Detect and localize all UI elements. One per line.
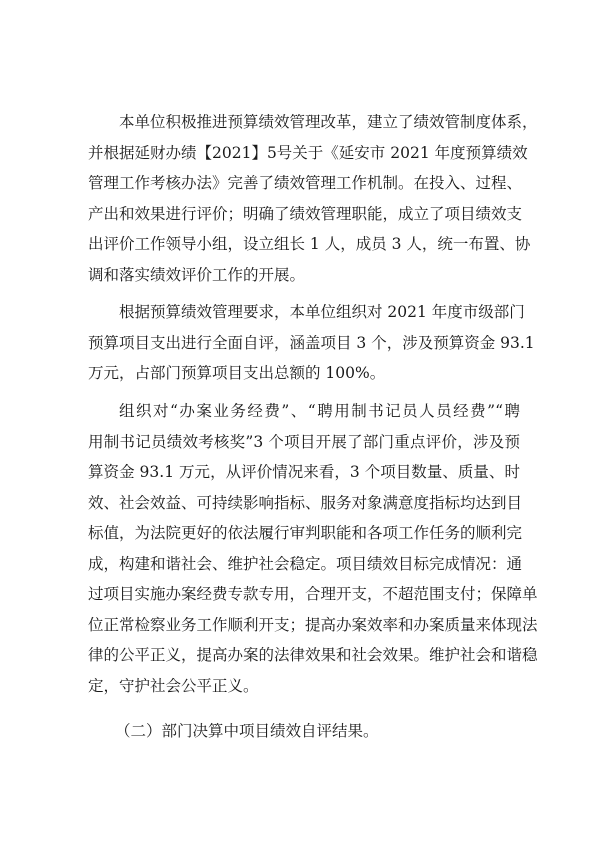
text-line: 预算项目支出进行全面自评，涵盖项目 3 个，涉及预算资金 93.1: [88, 333, 535, 352]
text-line: 组织对“办案业务经费”、“聘用制书记员人员经费”“聘: [119, 402, 520, 420]
text-line: 并根据延财办绩【2021】5号关于《延安市 2021 年度预算绩效: [88, 143, 528, 162]
text-line: 过项目实施办案经费专款专用，合理开支，不超范围支付；保障单: [88, 585, 538, 603]
text-line: 调和落实绩效评价工作的开展。: [88, 265, 306, 284]
text-line: 律的公平正义，提高办案的法律效果和社会效果。维护社会和谐稳: [88, 646, 538, 664]
paragraph-reform: [88, 107, 538, 290]
section-heading: （二）部门决算中项目绩效自评结果。: [115, 722, 379, 740]
text-line: 算资金 93.1 万元，从评价情况来看，3 个项目数量、质量、时: [88, 463, 520, 481]
text-line: 定，守护社会公平正义。: [88, 676, 259, 695]
text-line: 用制书记员绩效考核奖”3 个项目开展了部门重点评价，涉及预: [88, 432, 520, 451]
text-line: 成，构建和谐社会、维护社会稳定。项目绩效目标完成情况：通: [88, 554, 523, 573]
text-line: 位正常检察业务工作顺利开支；提高办案效率和办案质量来体现法: [88, 615, 538, 634]
text-line: 标值，为法院更好的依法履行审判职能和各项工作任务的顺利完: [88, 524, 523, 542]
paragraph-self-evaluation: [88, 297, 535, 389]
paragraph-key-evaluation: [88, 396, 538, 701]
text-line: 管理工作考核办法》完善了绩效管理工作机制。在投入、过程、: [88, 174, 523, 192]
text-line: 万元，占部门预算项目支出总额的 100%。: [88, 364, 386, 382]
text-line: 出评价工作领导小组，设立组长 1 人，成员 3 人，统一布置、协: [88, 235, 531, 253]
text-line: 本单位积极推进预算绩效管理改革，建立了绩效管制度体系，: [119, 113, 538, 131]
text-line: 产出和效果进行评价；明确了绩效管理职能，成立了项目绩效支: [88, 204, 523, 223]
text-line: 根据预算绩效管理要求，本单位组织对 2021 年度市级部门: [119, 303, 525, 321]
text-line: 效、社会效益、可持续影响指标、服务对象满意度指标均达到目: [88, 493, 523, 512]
